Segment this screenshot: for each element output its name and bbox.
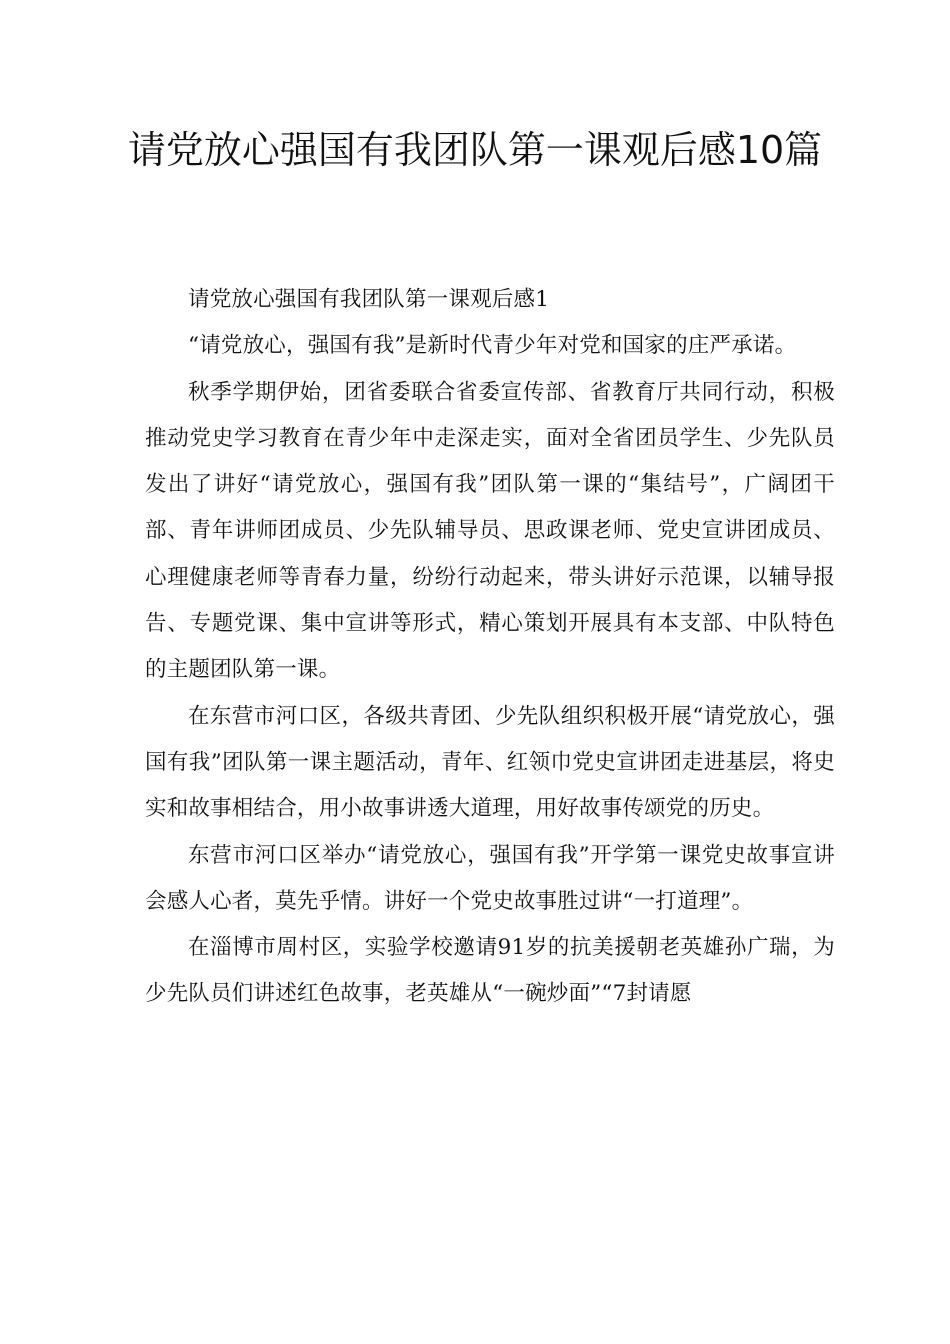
paragraph: 在东营市河口区，各级共青团、少先队组织积极开展“请党放心，强国有我”团队第一课主题活动，青年、红领巾党史宣讲团走进基层，将史实和故事相结合，用小故事讲透大道理，用好故事传颂党的历史。 xyxy=(145,703,835,822)
document-title: 请党放心强国有我团队第一课观后感10篇 xyxy=(127,128,823,172)
paragraph: “请党放心，强国有我”是新时代青少年对党和国家的庄严承诺。 xyxy=(188,333,797,359)
paragraph: 东营市河口区举办“请党放心，强国有我”开学第一课党史故事宣讲会感人心者，莫先乎情。讲好一个党史故事胜过讲“一打道理”。 xyxy=(145,842,835,914)
paragraph: 秋季学期伊始，团省委联合省委宣传部、省教育厅共同行动，积极推动党史学习教育在青少年中走深走实，面对全省团员学生、少先队员发出了讲好“请党放心，强国有我”团队第一课的“集结号”，广阔团干部、青年讲师团成员、少先队辅导员、思政课老师、党史宣讲团成员、心理健康老师等青春力量，纷纷行动起来，带头讲好示范课，以辅导报告、专题党课、集中宣讲等形式，精心策划开展具有本支部、中队特色的主题团队第一课。 xyxy=(145,379,835,683)
paragraph: 在淄博市周村区，实验学校邀请91岁的抗美援朝老英雄孙广瑞，为少先队员们讲述红色故事，老英雄从“一碗炒面”“7封请愿 xyxy=(145,935,835,1007)
document-body xyxy=(145,277,835,1018)
section-heading: 请党放心强国有我团队第一课观后感1 xyxy=(188,287,550,312)
